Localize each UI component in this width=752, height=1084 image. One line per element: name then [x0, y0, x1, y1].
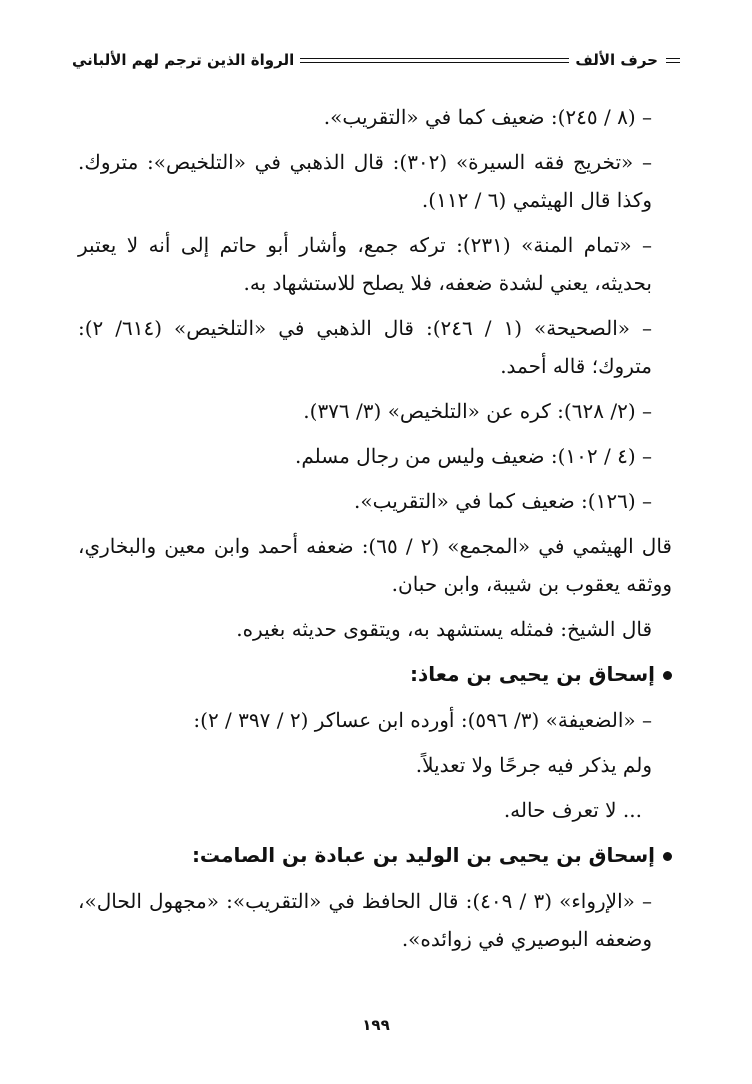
entry-line: – «تمام المنة» (٢٣١): تركه جمع، وأشار أبو حاتم إلى أنه لا يعتبر بحديثه، يعني لشدة ضعفه، فلا يصلح للاستشهاد به. [78, 233, 652, 295]
bullet-icon [663, 852, 672, 861]
page-body [78, 98, 672, 965]
bullet-icon [663, 671, 672, 680]
header-title: الرواة الذين ترجم لهم الألباني [72, 51, 295, 69]
page-number: ١٩٩ [362, 1016, 390, 1034]
entry-line: قال الهيثمي في «المجمع» (٢ / ٦٥): ضعفه أحمد وابن معين والبخاري، ووثقه يعقوب بن شيبة، وابن حبان. [78, 534, 672, 596]
header-mark [666, 58, 680, 63]
entry-line: ولم يذكر فيه جرحًا ولا تعديلاً. [415, 753, 652, 777]
entry-line: – «الإرواء» (٣ / ٤٠٩): قال الحافظ في «التقريب»: «مجهول الحال»، وضعفه البوصيري في زوائده». [78, 889, 653, 951]
narrator-name: إسحاق بن يحيى بن معاذ: [410, 662, 655, 686]
entry-line: – «الصحيحة» (١ / ٢٤٦): قال الذهبي في «التلخيص» (٦١٤/ ٢): متروك؛ قاله أحمد. [78, 316, 652, 378]
running-header [72, 46, 680, 74]
entry-line: – (٨ / ٢٤٥): ضعيف كما في «التقريب». [323, 105, 652, 129]
header-chapter: حرف الألف [575, 51, 658, 69]
narrator-heading [78, 655, 672, 693]
narrator-name: إسحاق بن يحيى بن الوليد بن عبادة بن الصامت: [191, 843, 655, 867]
entry-line: – (٤ / ١٠٢): ضعيف وليس من رجال مسلم. [294, 444, 652, 468]
entry-line: – (٢/ ٦٢٨): كره عن «التلخيص» (٣/ ٣٧٦). [303, 399, 652, 423]
header-rule [300, 58, 569, 63]
entry-line: – (١٢٦): ضعيف كما في «التقريب». [353, 489, 652, 513]
entry-line: قال الشيخ: فمثله يستشهد به، ويتقوى حديثه بغيره. [236, 617, 652, 641]
narrator-heading [78, 836, 672, 874]
entry-line: ... لا تعرف حاله. [503, 798, 642, 822]
entry-line: – «الضعيفة» (٣/ ٥٩٦): أورده ابن عساكر (٢ / ٣٩٧ / ٢): [193, 708, 652, 732]
entry-line: – «تخريج فقه السيرة» (٣٠٢): قال الذهبي في «التلخيص»: متروك. وكذا قال الهيثمي (٦ / ١١٢). [78, 150, 652, 212]
